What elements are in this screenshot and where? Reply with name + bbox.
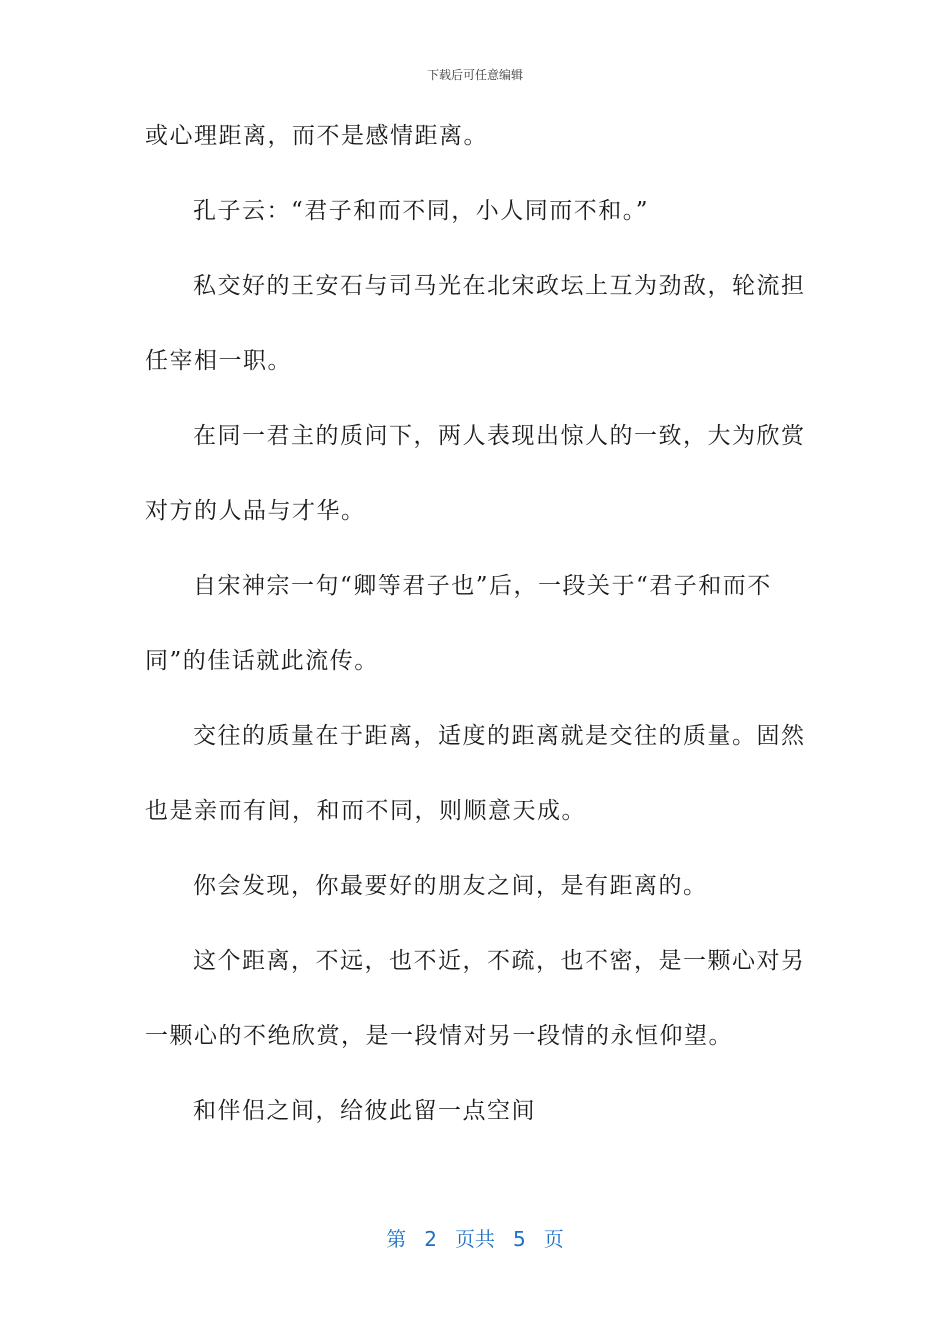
text-line: 或心理距离，而不是感情距离。 — [145, 123, 488, 149]
text-line: 也是亲而有间，和而不同，则顺意天成。 — [145, 798, 586, 824]
text-line: 任宰相一职。 — [145, 348, 292, 374]
text-line: 你会发现，你最要好的朋友之间，是有距离的。 — [193, 873, 708, 899]
footer-suffix: 页 — [543, 1227, 564, 1251]
text-line: 一颗心的不绝欣赏，是一段情对另一段情的永恒仰望。 — [145, 1023, 733, 1049]
text-line: 和伴侣之间，给彼此留一点空间 — [193, 1098, 536, 1124]
text-line: 孔子云：“君子和而不同，小人同而不和。” — [193, 198, 650, 224]
text-line: 私交好的王安石与司马光在北宋政坛上互为劲敌，轮流担 — [193, 273, 806, 299]
document-body — [145, 120, 806, 1170]
text-line: 交往的质量在于距离，适度的距离就是交往的质量。固然 — [193, 723, 806, 749]
footer-middle: 页共 — [455, 1227, 495, 1251]
current-page-number: 2 — [424, 1227, 437, 1251]
text-line: 同”的佳话就此流传。 — [145, 648, 379, 674]
total-pages-number: 5 — [513, 1227, 526, 1251]
text-line: 这个距离，不远，也不近，不疏，也不密，是一颗心对另 — [193, 948, 806, 974]
header-text: 下载后可任意编辑 — [426, 68, 523, 82]
page-footer — [0, 1226, 950, 1252]
text-line: 对方的人品与才华。 — [145, 498, 366, 524]
page-header — [0, 67, 950, 83]
text-line: 在同一君主的质问下，两人表现出惊人的一致，大为欣赏 — [193, 423, 806, 449]
text-line: 自宋神宗一句“卿等君子也”后，一段关于“君子和而不 — [193, 573, 772, 599]
footer-prefix: 第 — [386, 1227, 407, 1251]
